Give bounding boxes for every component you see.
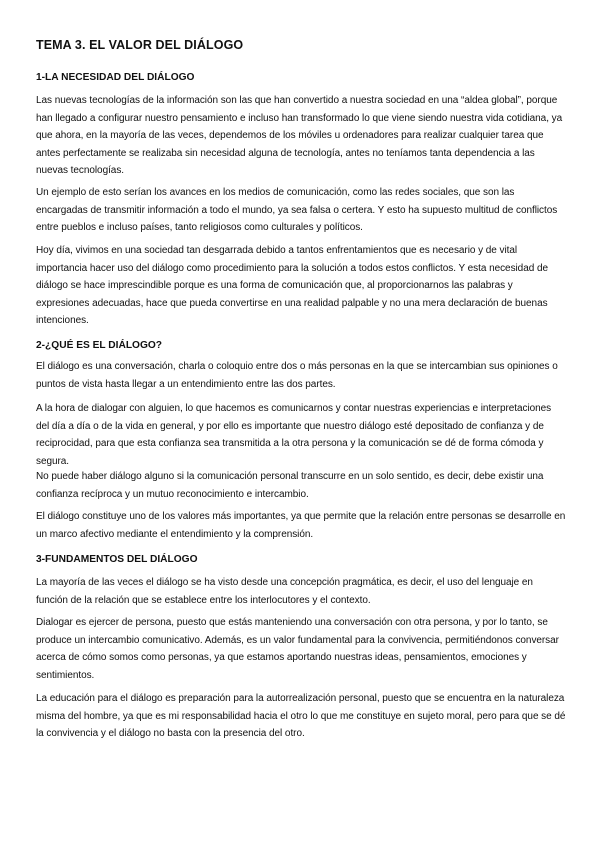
section-heading-necesidad: 1-LA NECESIDAD DEL DIÁLOGO bbox=[36, 72, 195, 83]
paragraph: La educación para el diálogo es preparación para la autorrealización personal, puesto que se encuentra en la naturaleza misma del hombre, ya que es mi responsabilidad hacia el otro lo que me constituye en sujeto moral, pero para que se dé la convivencia y el diálogo no basta con la presencia del otro. bbox=[36, 693, 566, 740]
section-heading-fundamentos: 3-FUNDAMENTOS DEL DIÁLOGO bbox=[36, 554, 198, 565]
paragraph: La mayoría de las veces el diálogo se ha visto desde una concepción pragmática, es decir, el uso del lenguaje en función de la relación que se establece entre los interlocutores y el contexto. bbox=[36, 577, 533, 606]
paragraph: Hoy día, vivimos en una sociedad tan desgarrada debido a tantos enfrentamientos que es necesario y de vital importancia hacer uso del diálogo como procedimiento para la solución a todos estos conflictos. Y esta necesidad de diálogo se hace imprescindible porque es una forma de comunicación que, al proporcionarnos las palabras y expresiones adecuadas, hace que pueda convertirse en una realidad palpable y no una mera declaración de buenas intenciones. bbox=[36, 245, 548, 327]
paragraph: No puede haber diálogo alguno si la comunicación personal transcurre en un solo sentido, es decir, debe existir una confianza recíproca y un mutuo reconocimiento e intercambio. bbox=[36, 471, 544, 500]
paragraph: Dialogar es ejercer de persona, puesto que estás manteniendo una conversación con otra persona, y por lo tanto, se produce un intercambio comunicativo. Además, es un valor fundamental para la convivencia, permitiéndonos conversar acerca de cómo somos como personas, ya que estamos aportando nuestras ideas, pensamientos, emociones y sentimientos. bbox=[36, 617, 559, 681]
paragraph: Las nuevas tecnologías de la información son las que han convertido a nuestra sociedad en una “aldea global”, porque han llegado a configurar nuestro pensamiento e incluso han transformado lo que viene siendo nuestra vida cotidiana, ya que ahora, en la mayoría de las veces, dependemos de los móviles u ordenadores para realizar cualquier tarea que antes perfectamente se realizaba sin necesidad alguna de tecnología, antes no teníamos tanta dependencia a las nuevas tecnologías. bbox=[36, 95, 563, 177]
paragraph: A la hora de dialogar con alguien, lo que hacemos es comunicarnos y contar nuestras experiencias e interpretaciones del día a día o de la vida en general, y por ello es importante que nuestro diálogo esté depositado de confianza y de reciprocidad, para que esta confianza sea transmitida a la otra persona y la comunicación se dé de forma cómoda y segura. bbox=[36, 403, 552, 467]
paragraph: El diálogo constituye uno de los valores más importantes, ya que permite que la relación entre personas se desarrolle en un marco afectivo mediante el entendimiento y la comprensión. bbox=[36, 511, 566, 540]
section-heading-que-es: 2-¿QUÉ ES EL DIÁLOGO? bbox=[36, 340, 163, 351]
paragraph: El diálogo es una conversación, charla o coloquio entre dos o más personas en la que se intercambian sus opiniones o puntos de vista hasta llegar a un entendimiento entre las dos partes. bbox=[36, 361, 558, 390]
paragraph: Un ejemplo de esto serían los avances en los medios de comunicación, como las redes sociales, que son las encargadas de transmitir información a todo el mundo, ya sea falsa o certera. Y esto ha supuesto multitud de conflictos entre pueblos e incluso países, tanto religiosos como culturales y políticos. bbox=[36, 187, 558, 234]
document-title: TEMA 3. EL VALOR DEL DIÁLOGO bbox=[36, 38, 244, 52]
